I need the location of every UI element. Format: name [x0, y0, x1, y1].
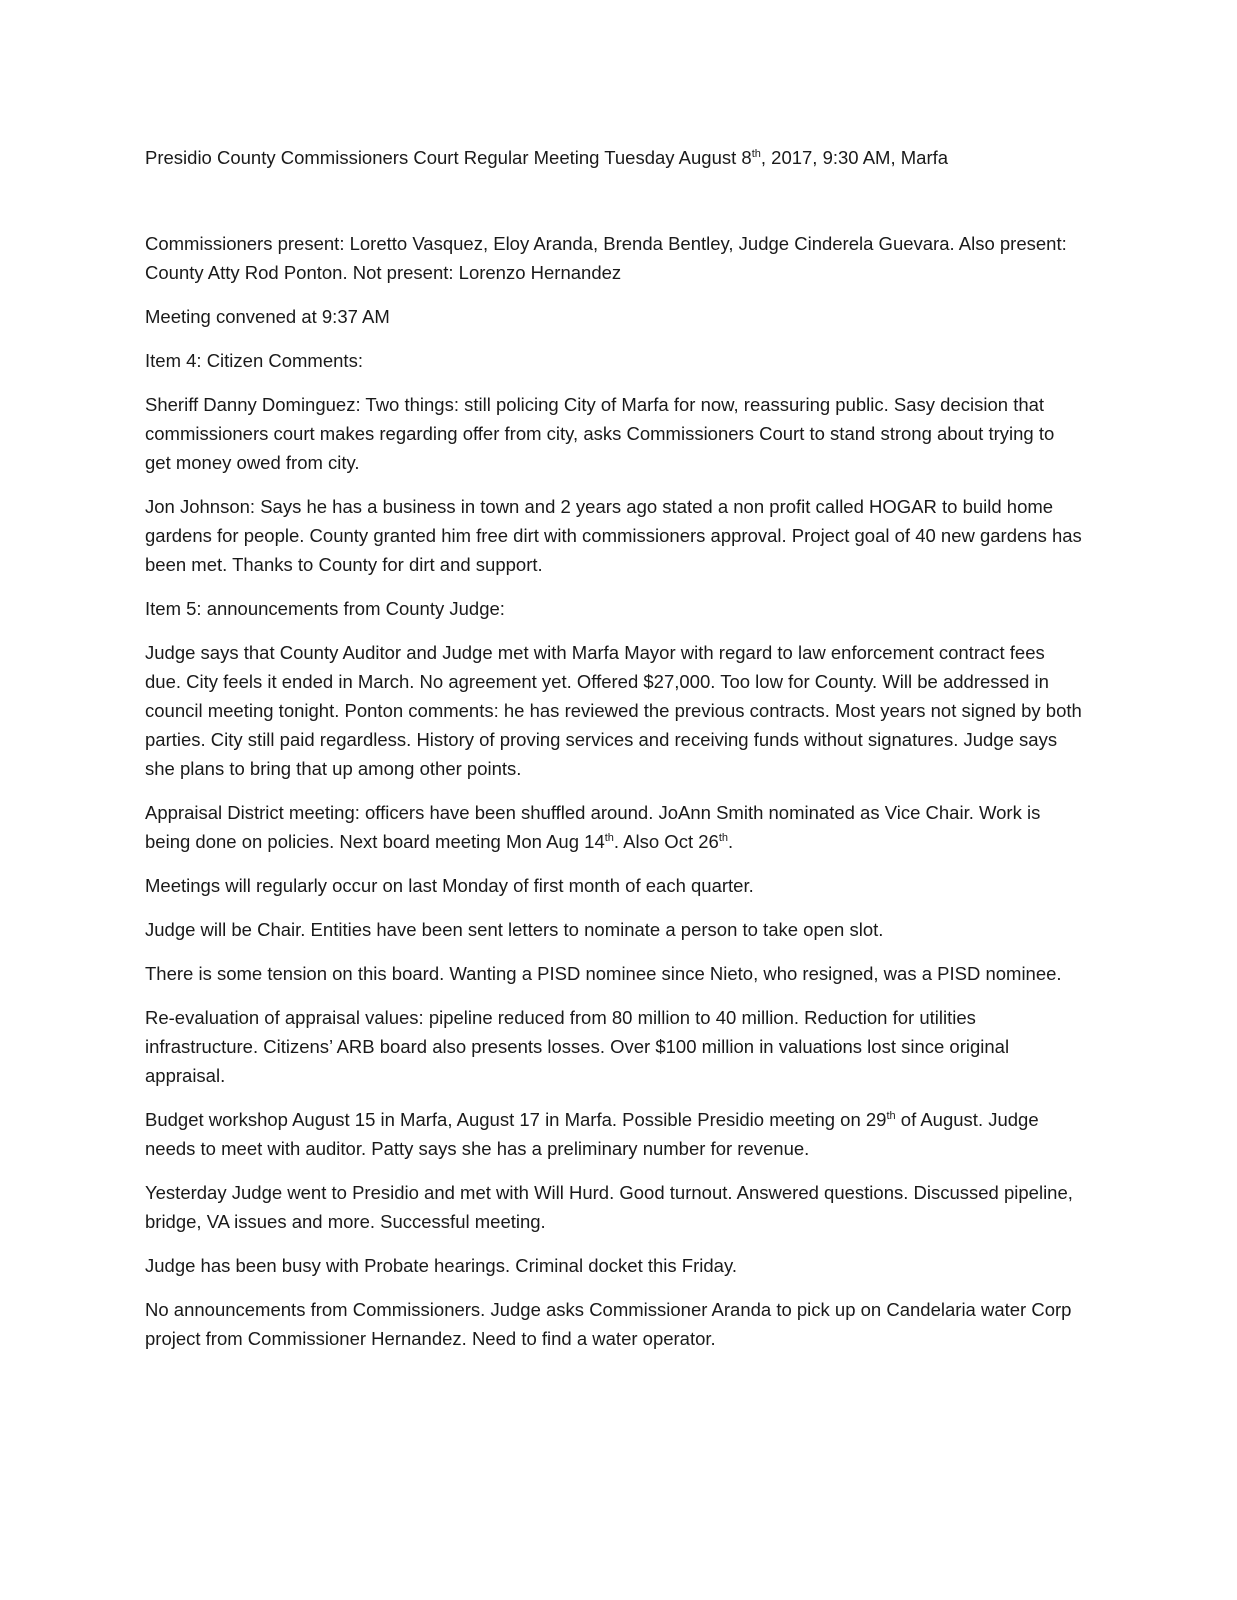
- appraisal-superscript-1: th: [604, 831, 614, 844]
- judge-announcement-paragraph: Judge says that County Auditor and Judge met with Marfa Mayor with regard to law enforcement contract fees due. City feels it ended in March. No agreement yet. Offered $27,000. Too low for County. Will be addressed in council meeting tonight. Ponton comments: he has reviewed the previous contracts. Most years not signed by both parties. City still paid regardless. History of proving services and receiving funds without signatures. Judge says she plans to bring that up among other points.: [145, 642, 1082, 779]
- budget-text-end: of August. Judge needs to meet with auditor. Patty says she has a preliminary number for revenue.: [145, 1109, 1039, 1159]
- meetings-schedule-paragraph: Meetings will regularly occur on last Monday of first month of each quarter.: [145, 875, 754, 896]
- appraisal-paragraph: [145, 798, 1085, 856]
- probate-paragraph: Judge has been busy with Probate hearings. Criminal docket this Friday.: [145, 1255, 737, 1276]
- tension-paragraph: There is some tension on this board. Wanting a PISD nominee since Nieto, who resigned, was a PISD nominee.: [145, 963, 1062, 984]
- commissioners-announcements-paragraph: No announcements from Commissioners. Judge asks Commissioner Aranda to pick up on Candelaria water Corp project from Commissioner Hernandez. Need to find a water operator.: [145, 1299, 1072, 1349]
- attendance-paragraph: Commissioners present: Loretto Vasquez, Eloy Aranda, Brenda Bentley, Judge Cinderela Guevara. Also present: County Atty Rod Ponton. Not present: Lorenzo Hernandez: [145, 233, 1067, 283]
- title-text-end: , 2017, 9:30 AM, Marfa: [760, 147, 949, 168]
- johnson-comment-paragraph: Jon Johnson: Says he has a business in town and 2 years ago stated a non profit called HOGAR to build home gardens for people. County granted him free dirt with commissioners approval. Project goal of 40 new gardens has been met. Thanks to County for dirt and support.: [145, 496, 1082, 575]
- reevaluation-paragraph: Re-evaluation of appraisal values: pipeline reduced from 80 million to 40 million. Reduction for utilities infrastructure. Citizens’ ARB board also presents losses. Over $100 million in valuations lost since original appraisal.: [145, 1007, 1010, 1086]
- item-5-heading: Item 5: announcements from County Judge:: [145, 598, 505, 619]
- appraisal-text: Appraisal District meeting: officers have been shuffled around. JoAnn Smith nominated as Vice Chair. Work is being done on policies. Next board meeting Mon Aug 14: [145, 802, 1041, 852]
- convened-paragraph: Meeting convened at 9:37 AM: [145, 306, 390, 327]
- appraisal-text-end: .: [728, 831, 734, 852]
- sheriff-comment-paragraph: Sheriff Danny Dominguez: Two things: still policing City of Marfa for now, reassuring public. Sasy decision that commissioners court makes regarding offer from city, asks Commissioners Court to stand strong about trying to get money owed from city.: [145, 394, 1055, 473]
- appraisal-text-mid: . Also Oct 26: [613, 831, 719, 852]
- budget-paragraph: [145, 1105, 1085, 1163]
- title-text: Presidio County Commissioners Court Regular Meeting Tuesday August 8: [145, 147, 752, 168]
- appraisal-superscript-2: th: [718, 831, 728, 844]
- chair-paragraph: Judge will be Chair. Entities have been sent letters to nominate a person to take open slot.: [145, 919, 884, 940]
- budget-text: Budget workshop August 15 in Marfa, August 17 in Marfa. Possible Presidio meeting on 29: [145, 1109, 887, 1130]
- title-superscript: th: [751, 147, 761, 160]
- budget-superscript: th: [886, 1109, 896, 1122]
- presidio-visit-paragraph: Yesterday Judge went to Presidio and met with Will Hurd. Good turnout. Answered questions. Discussed pipeline, bridge, VA issues and more. Successful meeting.: [145, 1182, 1073, 1232]
- item-4-heading: Item 4: Citizen Comments:: [145, 350, 363, 371]
- document-title: [145, 143, 1085, 172]
- document-body: [145, 143, 1085, 1368]
